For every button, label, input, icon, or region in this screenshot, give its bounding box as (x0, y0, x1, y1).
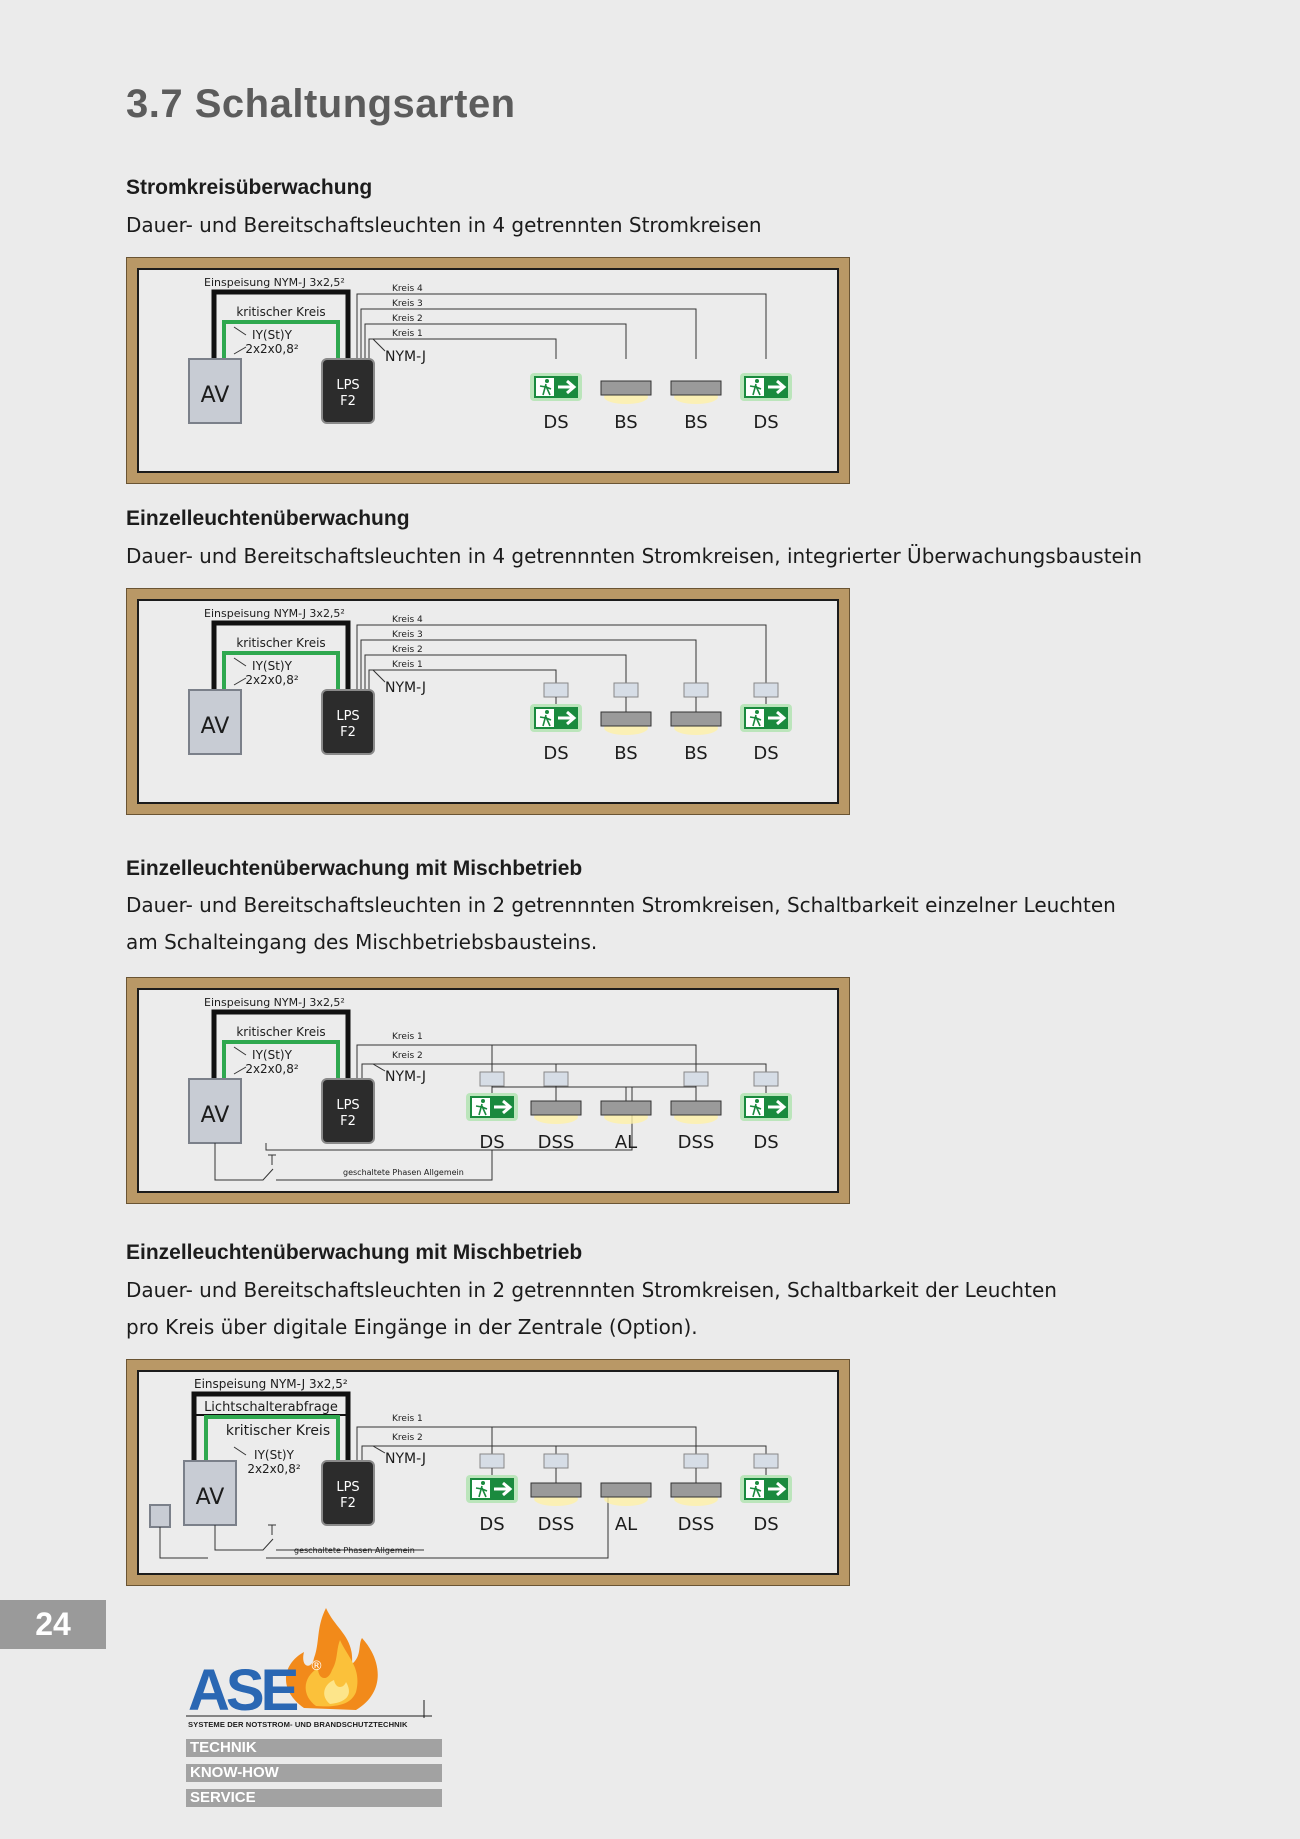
exit-sign-icon (740, 373, 792, 401)
circuit-label: Kreis 1 (392, 1032, 423, 1042)
exit-sign-icon (466, 1475, 518, 1503)
lamp-label: BS (614, 412, 638, 433)
ceiling-lamp-icon (671, 1483, 721, 1506)
wiring-diagram (126, 977, 850, 1204)
critical-circuit-label: kritischer Kreis (236, 305, 326, 319)
lamp-label: DS (753, 1132, 779, 1153)
lamp-label: DS (753, 743, 779, 764)
supply-label: Einspeisung NYM-J 3x2,5² (204, 607, 345, 620)
lps-model-label: F2 (340, 725, 356, 740)
circuit-label: Kreis 3 (392, 630, 423, 640)
lamp-label: AL (614, 1514, 638, 1535)
cable-type-label: IY(St)Y (252, 328, 292, 342)
cable-size-label: 2x2x0,8² (245, 1062, 299, 1076)
logo-bar: SERVICE (186, 1789, 442, 1807)
exit-sign-icon (740, 1093, 792, 1121)
circuit-label: Kreis 4 (392, 615, 423, 625)
lamp-label: BS (684, 412, 708, 433)
lps-label: LPS (336, 1480, 360, 1495)
lamp-label: DSS (677, 1132, 715, 1153)
circuit-label: Kreis 1 (392, 329, 423, 339)
description-line: Dauer- und Bereitschaftsleuchten in 2 getrennnten Stromkreisen, Schaltbarkeit der Leuchten (126, 1278, 1057, 1302)
wiring-diagram (126, 1359, 850, 1586)
lps-model-label: F2 (340, 1496, 356, 1511)
critical-circuit-label: kritischer Kreis (236, 1025, 326, 1039)
cable-type-label: IY(St)Y (254, 1448, 294, 1462)
ceiling-lamp-icon (601, 712, 651, 735)
lps-model-label: F2 (340, 1114, 356, 1129)
logo-bar: KNOW-HOW (186, 1764, 442, 1782)
ceiling-lamp-icon (671, 712, 721, 735)
ceiling-lamp-icon (671, 1101, 721, 1124)
section-description (126, 207, 1206, 244)
ceiling-lamp-icon (601, 381, 651, 404)
cable-nym-label: NYM-J (385, 349, 427, 365)
logo-tagline: SYSTEME DER NOTSTROM- UND BRANDSCHUTZTECHNIK (188, 1720, 408, 1729)
cable-nym-label: NYM-J (385, 1451, 427, 1467)
logo-wordmark: ASE (188, 1658, 296, 1718)
exit-sign-icon (530, 704, 582, 732)
circuit-label: Kreis 2 (392, 314, 423, 324)
cable-type-label: IY(St)Y (252, 659, 292, 673)
flame-icon (286, 1608, 378, 1710)
exit-sign-icon (530, 373, 582, 401)
lamp-label: DS (753, 1514, 779, 1535)
lamp-label: BS (614, 743, 638, 764)
ceiling-lamp-icon (531, 1483, 581, 1506)
lamp-label: DSS (677, 1514, 715, 1535)
section-description (126, 887, 1206, 961)
lamp-label: DS (479, 1132, 505, 1153)
lps-label: LPS (336, 378, 360, 393)
wiring-diagram (126, 257, 850, 484)
circuit-label: Kreis 3 (392, 299, 423, 309)
cable-nym-label: NYM-J (385, 1069, 427, 1085)
section-description (126, 538, 1206, 575)
circuit-label: Kreis 2 (392, 645, 423, 655)
cable-size-label: 2x2x0,8² (245, 342, 299, 356)
lamp-label: DS (479, 1514, 505, 1535)
description-line: am Schalteingang des Mischbetriebsbausteins. (126, 930, 598, 954)
lamp-label: BS (684, 743, 708, 764)
section-heading: Einzelleuchtenüberwachung mit Mischbetrieb (126, 857, 583, 880)
exit-sign-icon (740, 704, 792, 732)
circuit-label: Kreis 2 (392, 1051, 423, 1061)
lamp-label: DS (753, 412, 779, 433)
description-line: Dauer- und Bereitschaftsleuchten in 2 getrennnten Stromkreisen, Schaltbarkeit einzelner Leuchten (126, 893, 1116, 917)
exit-sign-icon (740, 1475, 792, 1503)
switched-phase-label: geschaltete Phasen Allgemein (343, 1168, 464, 1177)
wiring-diagram (126, 588, 850, 815)
lamp-label: DS (543, 743, 569, 764)
circuit-label: Kreis 1 (392, 1414, 423, 1424)
lps-label: LPS (336, 1098, 360, 1113)
av-box: AV (200, 714, 230, 739)
lamp-label: DSS (537, 1132, 575, 1153)
circuit-label: Kreis 1 (392, 660, 423, 670)
supply-label: Einspeisung NYM-J 3x2,5² (204, 276, 345, 289)
ceiling-lamp-icon (531, 1101, 581, 1124)
input-module-icon (150, 1505, 170, 1527)
page-number: 24 (0, 1600, 106, 1649)
av-box: AV (200, 1103, 230, 1128)
section-heading: Einzelleuchtenüberwachung mit Mischbetrieb (126, 1241, 583, 1264)
light-switch-query-label: Lichtschalterabfrage (204, 1400, 338, 1415)
lps-model-label: F2 (340, 394, 356, 409)
registered-mark: ® (310, 1659, 323, 1674)
critical-circuit-label: kritischer Kreis (236, 636, 326, 650)
supply-label: Einspeisung NYM-J 3x2,5² (194, 1377, 348, 1391)
switched-phase-label: geschaltete Phasen Allgemein (294, 1546, 415, 1555)
description-line: pro Kreis über digitale Eingänge in der Zentrale (Option). (126, 1315, 698, 1339)
ceiling-lamp-icon (671, 381, 721, 404)
supply-label: Einspeisung NYM-J 3x2,5² (204, 996, 345, 1009)
cable-size-label: 2x2x0,8² (245, 673, 299, 687)
description-line: Dauer- und Bereitschaftsleuchten in 4 getrennnten Stromkreisen, integrierter Überwachungsbaustein (126, 544, 1143, 568)
logo-bar: TECHNIK (186, 1739, 442, 1757)
page-title: 3.7 Schaltungsarten (126, 82, 516, 126)
lps-label: LPS (336, 709, 360, 724)
section-heading: Stromkreisüberwachung (126, 176, 373, 199)
lamp-label: AL (614, 1132, 638, 1153)
section-heading: Einzelleuchtenüberwachung (126, 507, 410, 530)
cable-size-label: 2x2x0,8² (247, 1462, 301, 1476)
lamp-label: DSS (537, 1514, 575, 1535)
ceiling-lamp-icon (601, 1483, 651, 1506)
av-box: AV (195, 1485, 225, 1510)
critical-circuit-label: kritischer Kreis (225, 1423, 331, 1439)
section-description (126, 1272, 1206, 1346)
circuit-label: Kreis 2 (392, 1433, 423, 1443)
cable-nym-label: NYM-J (385, 680, 427, 696)
av-box: AV (200, 383, 230, 408)
cable-type-label: IY(St)Y (252, 1048, 292, 1062)
circuit-label: Kreis 4 (392, 284, 423, 294)
lamp-label: DS (543, 412, 569, 433)
description-line: Dauer- und Bereitschaftsleuchten in 4 getrennten Stromkreisen (126, 213, 762, 237)
exit-sign-icon (466, 1093, 518, 1121)
